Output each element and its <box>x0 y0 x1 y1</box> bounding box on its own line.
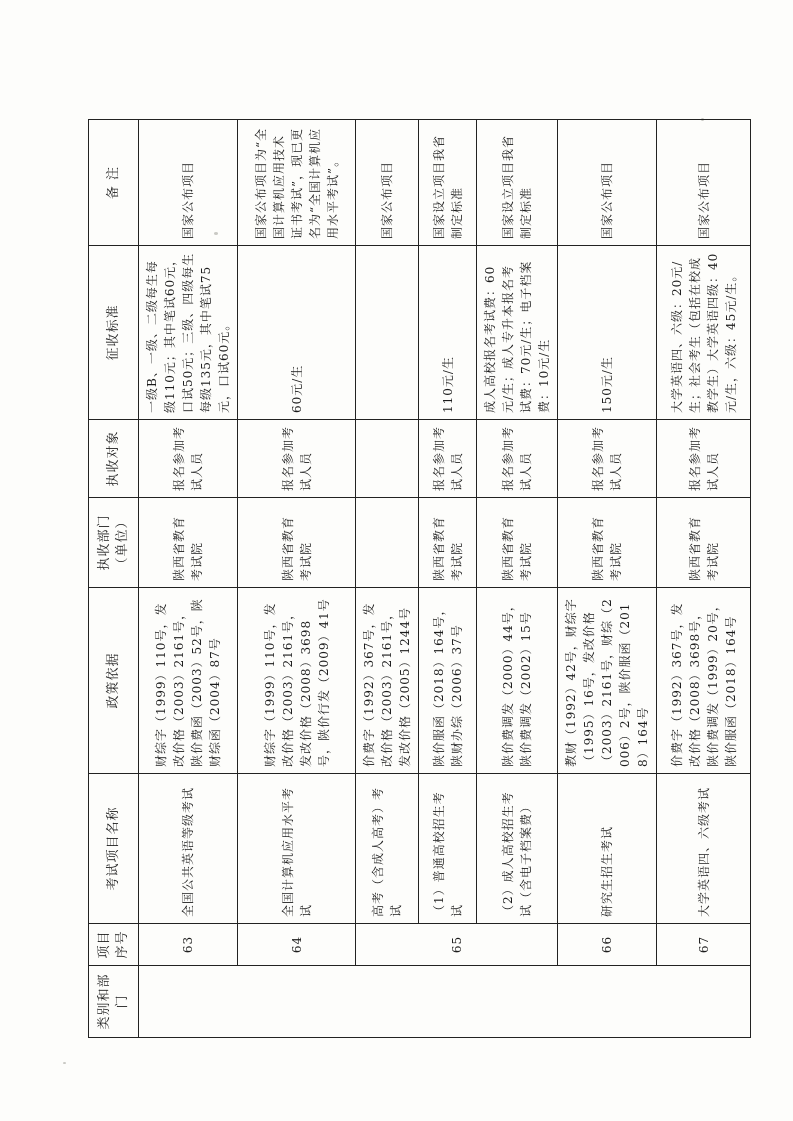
cell-policy-basis: 教财（1992）42号，财综字（1995）16号，发改价格（2003）2161号，财综（2006）2号，陕价服函（2018）164号 <box>558 588 657 774</box>
cell-policy-basis: 财综字（1999）110号，发改价格（2003）2161号，陕价费函（2003）52号，陕财综函（2004）87号 <box>139 588 238 774</box>
cell-exam-name: 研究生招生考试 <box>558 774 657 924</box>
cell-fee-standard: 110元/生 <box>419 246 477 420</box>
exam-fee-table <box>88 119 751 1038</box>
cell-policy-basis: 价费字（1992）367号，发改价格（2008）3698号，陕价费调发（1999）20号，陕价服函（2018）164号 <box>657 588 751 774</box>
cell-remarks: 国家公布项目 <box>558 120 657 246</box>
cell-fee-standard: 成人高校报名考试费：60元/生；成人专升本报名考试费：70元/生；电子档案费：10元/生 <box>477 246 558 420</box>
rotated-fee-table-page <box>88 120 738 1038</box>
table-row <box>558 120 657 1038</box>
header-remarks: 备 注 <box>89 120 139 246</box>
header-category: 类别和部门 <box>89 966 139 1038</box>
table-row <box>356 120 419 1038</box>
cell-exam-name: 大学英语四、六级考试 <box>657 774 751 924</box>
table-row <box>238 120 356 1038</box>
cell-item-no: 63 <box>139 924 238 966</box>
cell-policy-basis: 价费字（1992）367号，发改价格（2003）2161号，发改价格（2005）1244号 <box>356 588 419 774</box>
cell-fee-standard: 一级B、一级、二级每生每级110元；其中笔试60元，口试50元；三级、四级每生每级135元，其中笔试75元，口试60元。 <box>139 246 238 420</box>
cell-payer <box>356 420 419 498</box>
header-item-no: 项目序号 <box>89 924 139 966</box>
table-header-row <box>89 120 139 1038</box>
cell-exam-name: 全国公共英语等级考试 <box>139 774 238 924</box>
cell-payer: 报名参加考试人员 <box>558 420 657 498</box>
cell-policy-basis: 财综字（1999）110号，发改价格（2003）2161号，发改价格（2008）3698号，陕价行发（2009）41号 <box>238 588 356 774</box>
cell-fee-standard <box>356 246 419 420</box>
cell-exam-name: 高考（含成人高考）考试 <box>356 774 419 924</box>
cell-remarks: 国家设立项目我省制定标准 <box>477 120 558 246</box>
cell-payer: 报名参加考试人员 <box>419 420 477 498</box>
cell-item-no: 64 <box>238 924 356 966</box>
table-row <box>477 120 558 1038</box>
cell-item-no: 66 <box>558 924 657 966</box>
header-policy-basis: 政策依据 <box>89 588 139 774</box>
cell-exam-name: 全国计算机应用水平考试 <box>238 774 356 924</box>
cell-collecting-dept <box>356 498 419 588</box>
header-collecting-dept: 执收部门（单位） <box>89 498 139 588</box>
cell-item-no: 67 <box>657 924 751 966</box>
table-row <box>139 120 238 1038</box>
cell-category <box>139 966 751 1038</box>
cell-fee-standard: 大学英语四、六级：20元/生；社会考生（包括在校成教学生）大学英语四级：40元/生，六级：45元/生。 <box>657 246 751 420</box>
header-payer: 执收对象 <box>89 420 139 498</box>
cell-policy-basis: 陕价服函（2018）164号，陕财办综（2006）37号 <box>419 588 477 774</box>
cell-fee-standard: 150元/生 <box>558 246 657 420</box>
cell-policy-basis: 陕价费调发（2000）44号，陕价费调发（2002）15号 <box>477 588 558 774</box>
table-row <box>657 120 751 1038</box>
cell-remarks: 国家设立项目我省制定标准 <box>419 120 477 246</box>
table-row <box>419 120 477 1038</box>
cell-collecting-dept: 陕西省教育考试院 <box>477 498 558 588</box>
cell-payer: 报名参加考试人员 <box>238 420 356 498</box>
cell-collecting-dept: 陕西省教育考试院 <box>419 498 477 588</box>
cell-remarks: 国家公布项目 <box>139 120 238 246</box>
cell-collecting-dept: 陕西省教育考试院 <box>657 498 751 588</box>
header-fee-standard: 征收标准 <box>89 246 139 420</box>
cell-collecting-dept: 陕西省教育考试院 <box>238 498 356 588</box>
cell-payer: 报名参加考试人员 <box>657 420 751 498</box>
cell-remarks: 国家公布项目 <box>657 120 751 246</box>
cell-collecting-dept: 陕西省教育考试院 <box>558 498 657 588</box>
cell-remarks: 国家公布项目为“全国计算机应用技术证书考试”，现已更名为“全国计算机应用水平考试”。 <box>238 120 356 246</box>
cell-payer: 报名参加考试人员 <box>477 420 558 498</box>
cell-collecting-dept: 陕西省教育考试院 <box>139 498 238 588</box>
header-exam-name: 考试项目名称 <box>89 774 139 924</box>
cell-exam-name: （2）成人高校招生考试（含电子档案费） <box>477 774 558 924</box>
cell-fee-standard: 60元/生 <box>238 246 356 420</box>
cell-remarks: 国家公布项目 <box>356 120 419 246</box>
scan-speck <box>63 1062 66 1064</box>
cell-item-no: 65 <box>356 924 558 966</box>
cell-exam-name: （1）普通高校招生考试 <box>419 774 477 924</box>
cell-payer: 报名参加考试人员 <box>139 420 238 498</box>
